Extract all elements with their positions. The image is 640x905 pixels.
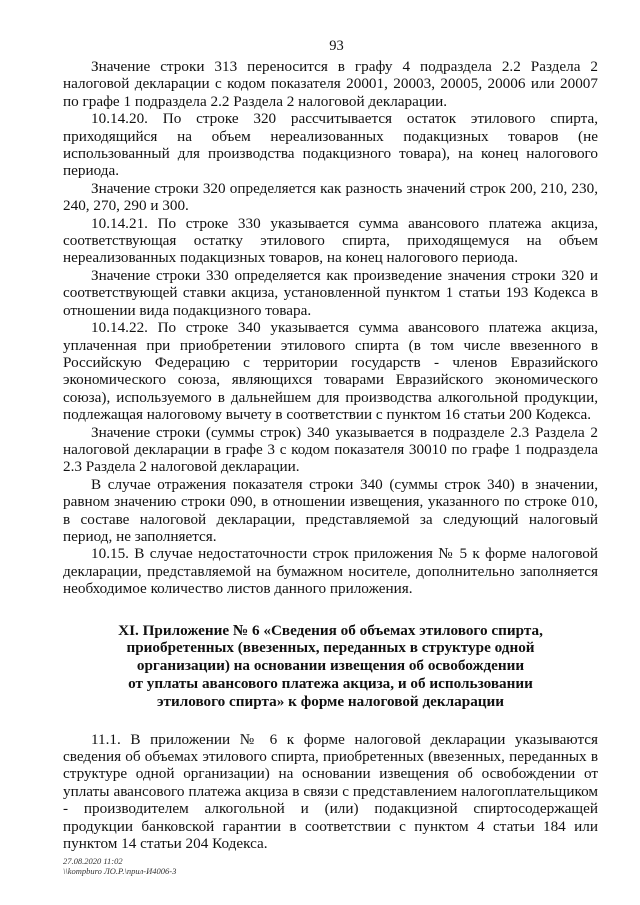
- closing-paragraph: 11.1. В приложении № 6 к форме налоговой декларации указываются сведения об объемах этилового спирта, приобретенных (ввезенных, переданных в структуре одной организации) на основании извещения об освобождении от уплаты авансового платежа акциза в связи с представлением налогоплательщиком - производителем алкогольной и (или) подакцизной спиртосодержащей продукции банковской гарантии в соответствии с пунктом 4 статьи 184 или пунктом 14 статьи 204 Кодекса.: [63, 730, 598, 853]
- footer-file-path: \\kompburo ЛО.Р.\прил-И4006-3: [63, 866, 177, 876]
- paragraph: Значение строки (суммы строк) 340 указывается в подразделе 2.3 Раздела 2 налоговой декларации в графе 3 с кодом показателя 30010 по графе 1 подраздела 2.3 Раздела 2 налоговой декларации.: [63, 423, 598, 476]
- page-number: 93: [329, 38, 344, 54]
- paragraph: 10.14.21. По строке 330 указывается сумма авансового платежа акциза, соответствующая остатку этилового спирта, приходящемуся на объем нереализованных подакцизных товаров, на конец налогового периода.: [63, 214, 598, 267]
- footer-stamp: [63, 856, 176, 876]
- paragraph: Значение строки 330 определяется как произведение значения строки 320 и соответствующей ставки акциза, установленной пунктом 1 статьи 193 Кодекса в отношении вида подакцизного товара.: [63, 266, 598, 319]
- paragraph: В случае отражения показателя строки 340 (суммы строк 340) в значении, равном значению строки 090, в отношении извещения, указанного по строке 010, в составе налоговой декларации, представляемой за следующий налоговый период, не заполняется.: [63, 475, 598, 545]
- section-title-line: от уплаты авансового платежа акциза, и об использовании: [128, 674, 533, 692]
- section-title-line: XI. Приложение № 6 «Сведения об объемах этилового спирта,: [118, 621, 543, 639]
- paragraph: 10.15. В случае недостаточности строк приложения № 5 к форме налоговой декларации, представляемой на бумажном носителе, дополнительно заполняется необходимое количество листов данного приложения.: [63, 545, 598, 598]
- section-title: [63, 622, 598, 711]
- body-text: [63, 58, 598, 598]
- paragraph: Значение строки 313 переносится в графу 4 подраздела 2.2 Раздела 2 налоговой декларации с кодом показателя 20001, 20003, 20005, 20006 или 20007 по графе 1 подраздела 2.2 Раздела 2 налоговой декларации.: [63, 58, 598, 110]
- section-title-line: приобретенных (ввезенных, переданных в структуре одной: [126, 639, 535, 657]
- paragraph: 10.14.22. По строке 340 указывается сумма авансового платежа акциза, уплаченная при приобретении этилового спирта (в том числе ввезенного в Российскую Федерацию с территории государств - членов Евразийского экономического союза, являющихся товарами Евразийского экономического союза), используемого в дальнейшем для производства алкогольной продукции, подлежащая налоговому вычету в соответствии с пунктом 16 статьи 200 Кодекса.: [63, 319, 598, 424]
- footer-timestamp: 27.08.2020 11:02: [63, 856, 123, 866]
- paragraph: 10.14.20. По строке 320 рассчитывается остаток этилового спирта, приходящийся на объем нереализованных подакцизных товаров (не использованный для производства подакцизного товара), на конец налогового периода.: [63, 110, 598, 180]
- paragraph: Значение строки 320 определяется как разность значений строк 200, 210, 230, 240, 270, 290 и 300.: [63, 179, 598, 215]
- section-title-line: этилового спирта» к форме налоговой декларации: [156, 692, 505, 710]
- section-title-line: организации) на основании извещения об освобождении: [136, 657, 525, 675]
